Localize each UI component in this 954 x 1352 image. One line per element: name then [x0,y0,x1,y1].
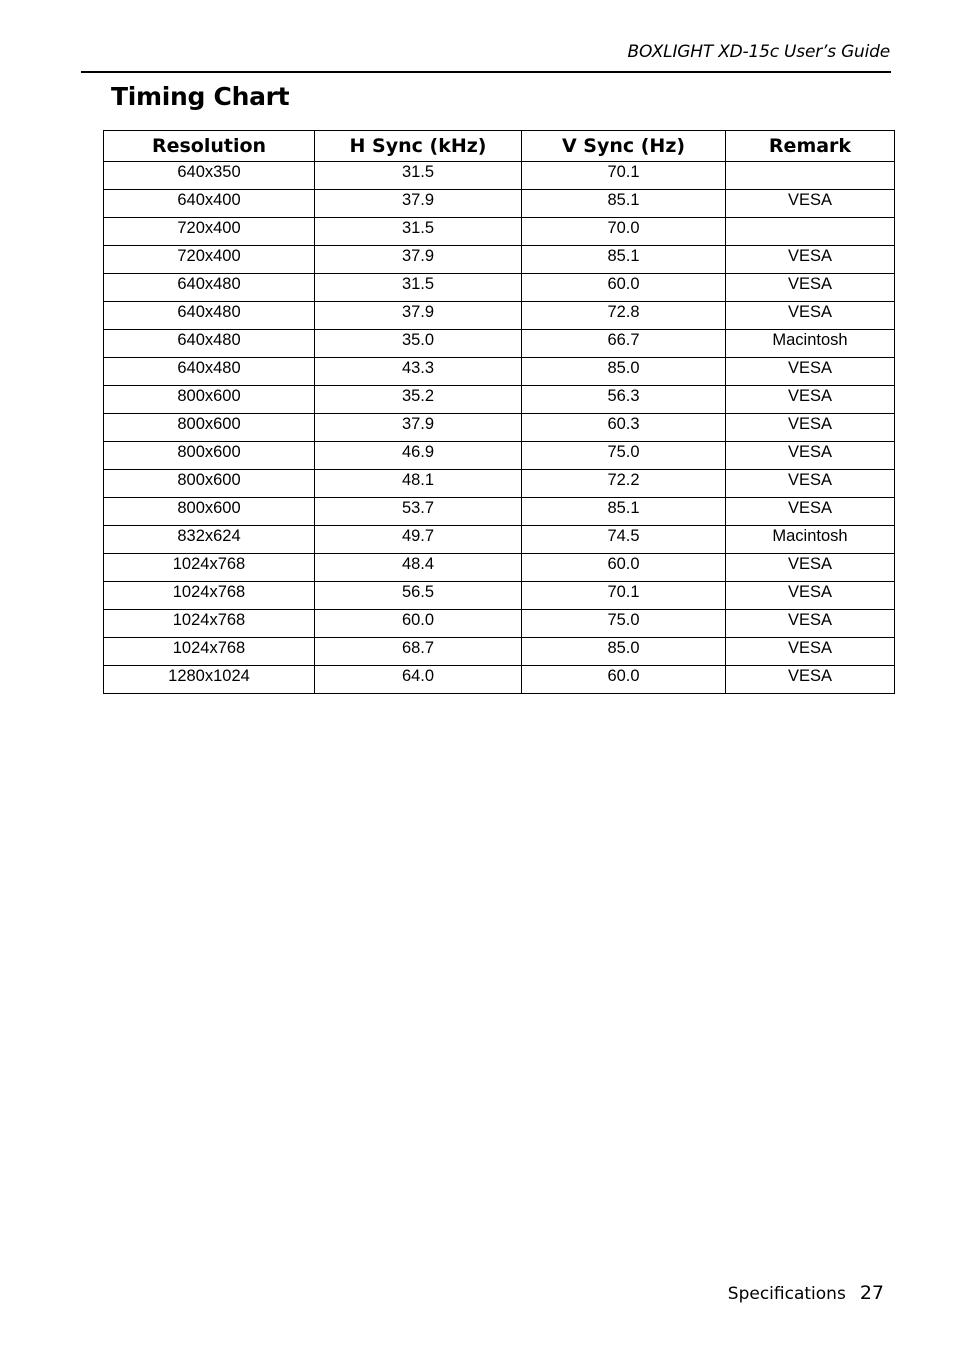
cell-remark: VESA [726,302,895,330]
cell-h-sync: 49.7 [315,526,522,554]
table-row [104,358,895,386]
cell-remark: VESA [726,274,895,302]
cell-h-sync: 43.3 [315,358,522,386]
cell-resolution: 1280x1024 [104,666,315,694]
header-rule [81,71,891,73]
cell-h-sync: 46.9 [315,442,522,470]
cell-h-sync: 68.7 [315,638,522,666]
table-row [104,162,895,190]
cell-h-sync: 35.2 [315,386,522,414]
cell-resolution: 1024x768 [104,610,315,638]
cell-remark: VESA [726,470,895,498]
table-row [104,190,895,218]
table-header-row [104,131,895,162]
table-row [104,610,895,638]
table-row [104,442,895,470]
cell-remark: VESA [726,414,895,442]
cell-resolution: 800x600 [104,414,315,442]
cell-remark: VESA [726,386,895,414]
cell-resolution: 640x350 [104,162,315,190]
cell-h-sync: 31.5 [315,218,522,246]
cell-v-sync: 85.0 [522,358,726,386]
cell-v-sync: 60.0 [522,666,726,694]
cell-resolution: 720x400 [104,218,315,246]
column-header-h-sync: H Sync (kHz) [315,131,522,162]
cell-remark: VESA [726,358,895,386]
cell-v-sync: 70.1 [522,162,726,190]
cell-resolution: 800x600 [104,442,315,470]
column-header-v-sync: V Sync (Hz) [522,131,726,162]
cell-resolution: 800x600 [104,470,315,498]
table-row [104,638,895,666]
cell-h-sync: 35.0 [315,330,522,358]
table-row [104,302,895,330]
cell-v-sync: 60.0 [522,274,726,302]
cell-h-sync: 37.9 [315,190,522,218]
cell-remark: VESA [726,638,895,666]
cell-h-sync: 53.7 [315,498,522,526]
running-header: BOXLIGHT XD-15c User’s Guide [627,42,890,62]
cell-v-sync: 75.0 [522,442,726,470]
cell-v-sync: 60.0 [522,554,726,582]
footer-section: Specifications [727,1284,846,1304]
cell-resolution: 1024x768 [104,582,315,610]
table-row [104,526,895,554]
cell-v-sync: 56.3 [522,386,726,414]
cell-resolution: 640x480 [104,274,315,302]
table-row [104,498,895,526]
cell-h-sync: 64.0 [315,666,522,694]
page-footer [728,1282,884,1304]
cell-resolution: 640x480 [104,330,315,358]
column-header-remark: Remark [726,131,895,162]
cell-remark [726,162,895,190]
table-row [104,470,895,498]
cell-resolution: 832x624 [104,526,315,554]
table-row [104,330,895,358]
cell-resolution: 1024x768 [104,554,315,582]
table-row [104,218,895,246]
cell-h-sync: 48.1 [315,470,522,498]
cell-remark: VESA [726,554,895,582]
cell-remark: VESA [726,442,895,470]
cell-remark: Macintosh [726,330,895,358]
table-body [104,162,895,694]
cell-v-sync: 85.1 [522,190,726,218]
cell-v-sync: 72.2 [522,470,726,498]
table-row [104,666,895,694]
table-row [104,246,895,274]
cell-h-sync: 37.9 [315,302,522,330]
timing-chart-table [103,130,895,694]
cell-h-sync: 31.5 [315,162,522,190]
cell-resolution: 640x480 [104,358,315,386]
table-row [104,274,895,302]
cell-remark: VESA [726,610,895,638]
cell-resolution: 720x400 [104,246,315,274]
cell-remark: VESA [726,190,895,218]
cell-resolution: 1024x768 [104,638,315,666]
cell-resolution: 800x600 [104,386,315,414]
cell-h-sync: 56.5 [315,582,522,610]
cell-resolution: 800x600 [104,498,315,526]
cell-v-sync: 85.1 [522,498,726,526]
cell-remark: Macintosh [726,526,895,554]
cell-resolution: 640x480 [104,302,315,330]
cell-v-sync: 72.8 [522,302,726,330]
table-row [104,582,895,610]
cell-v-sync: 70.1 [522,582,726,610]
cell-h-sync: 31.5 [315,274,522,302]
cell-remark: VESA [726,666,895,694]
cell-h-sync: 37.9 [315,246,522,274]
cell-h-sync: 37.9 [315,414,522,442]
cell-v-sync: 74.5 [522,526,726,554]
cell-v-sync: 75.0 [522,610,726,638]
cell-v-sync: 70.0 [522,218,726,246]
page-number: 27 [859,1282,884,1304]
table-row [104,414,895,442]
cell-remark [726,218,895,246]
cell-remark: VESA [726,246,895,274]
cell-h-sync: 48.4 [315,554,522,582]
cell-v-sync: 60.3 [522,414,726,442]
table-row [104,554,895,582]
cell-remark: VESA [726,498,895,526]
cell-h-sync: 60.0 [315,610,522,638]
cell-resolution: 640x400 [104,190,315,218]
cell-v-sync: 85.1 [522,246,726,274]
cell-remark: VESA [726,582,895,610]
cell-v-sync: 85.0 [522,638,726,666]
column-header-resolution: Resolution [104,131,315,162]
page-title: Timing Chart [111,82,290,111]
table-row [104,386,895,414]
cell-v-sync: 66.7 [522,330,726,358]
